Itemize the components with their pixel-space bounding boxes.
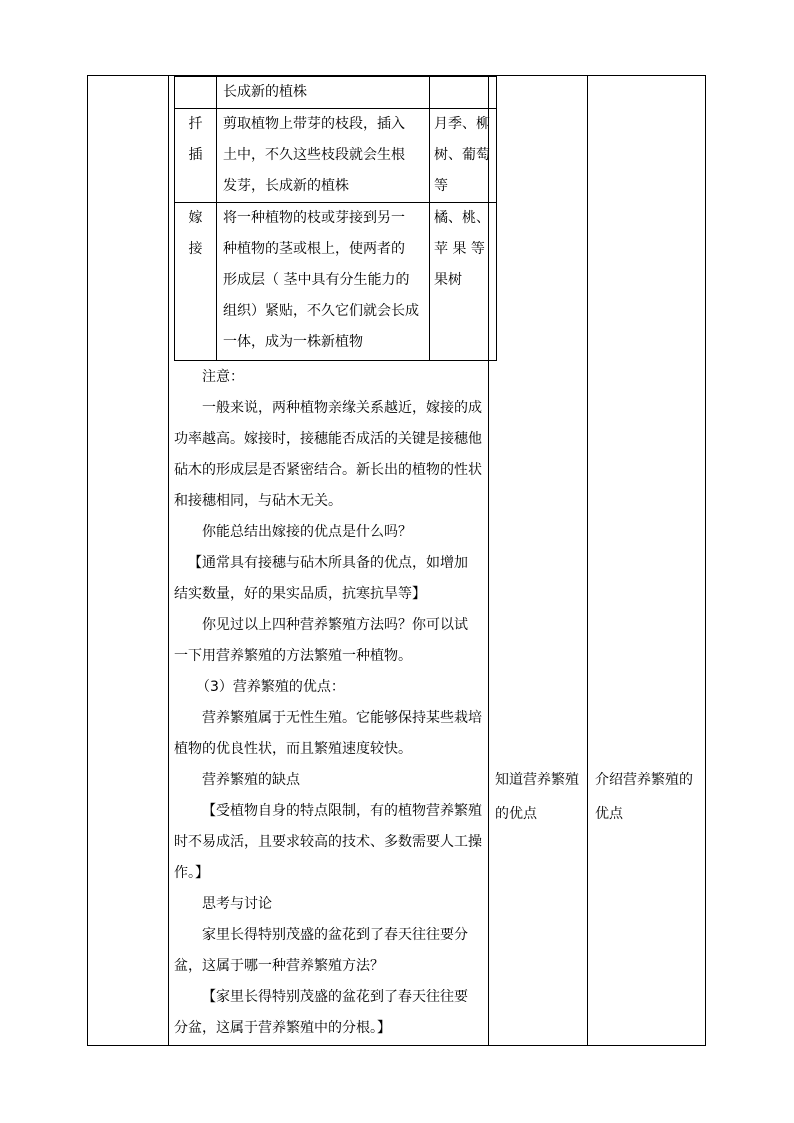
four-methods-line: 你见过以上四种营养繁殖方法吗？你可以试 bbox=[202, 617, 468, 633]
graft-note-line: 和接穗相同，与砧木无关。 bbox=[174, 493, 342, 509]
examples-line: 果树 bbox=[434, 272, 462, 288]
graft-answer-line: 结实数量，好的果实品质，抗寒抗旱等】 bbox=[174, 586, 426, 602]
description-cell bbox=[217, 109, 430, 203]
student-activity bbox=[495, 763, 583, 831]
discussion-question-line: 盆，这属于哪一种营养繁殖方法？ bbox=[174, 958, 384, 974]
description-line: 发芽，长成新的植株 bbox=[223, 178, 349, 194]
table-row bbox=[175, 203, 497, 361]
discussion-title: 思考与讨论 bbox=[202, 896, 272, 912]
examples-line: 苹 果 等 bbox=[434, 241, 485, 257]
disadvantages-line: 作。】 bbox=[174, 865, 209, 881]
examples-line: 等 bbox=[434, 178, 448, 194]
description-line: 形成层（ 茎中具有分生能力的 bbox=[223, 272, 410, 288]
four-methods-line: 一下用营养繁殖的方法繁殖一种植物。 bbox=[174, 648, 412, 664]
description-line: 土中，不久这些枝段就会生根 bbox=[223, 147, 405, 163]
examples-cell bbox=[430, 203, 497, 361]
advantages-heading: （3）营养繁殖的优点： bbox=[196, 679, 345, 695]
column-divider bbox=[587, 75, 588, 1046]
description-line: 组织）紧贴，不久它们就会长成 bbox=[223, 303, 419, 319]
graft-answer-line: 【通常具有接穗与砧木所具备的优点，如增加 bbox=[188, 555, 468, 571]
description-line: 剪取植物上带芽的枝段，插入 bbox=[223, 116, 405, 132]
disadvantages-line: 【受植物自身的特点限制，有的植物营养繁殖 bbox=[202, 803, 482, 819]
method-char: 接 bbox=[188, 241, 203, 257]
column-divider bbox=[168, 75, 169, 1046]
student-activity-line: 的优点 bbox=[495, 806, 537, 822]
discussion-answer-line: 分盆，这属于营养繁殖中的分根。】 bbox=[174, 1020, 391, 1036]
propagation-methods-table bbox=[174, 76, 497, 361]
description-line: 长成新的植株 bbox=[223, 84, 307, 100]
graft-note-line: 砧木的形成层是否紧密结合。新长出的植物的性状 bbox=[174, 462, 482, 478]
method-cell bbox=[175, 109, 217, 203]
description-line: 将一种植物的枝或芽接到另一 bbox=[223, 210, 405, 226]
advantages-line: 营养繁殖属于无性生殖。它能够保持某些栽培 bbox=[202, 710, 482, 726]
examples-cell bbox=[430, 109, 497, 203]
notice-title: 注意： bbox=[202, 369, 244, 385]
examples-cell bbox=[430, 77, 497, 109]
examples-line: 月季、柳 bbox=[434, 116, 490, 132]
method-cell bbox=[175, 203, 217, 361]
design-intent-line: 介绍营养繁殖的 bbox=[595, 772, 693, 788]
description-line: 一体，成为一株新植物 bbox=[223, 334, 363, 350]
design-intent bbox=[595, 763, 700, 831]
graft-note-line: 一般来说，两种植物亲缘关系越近，嫁接的成 bbox=[202, 400, 482, 416]
student-activity-line: 知道营养繁殖 bbox=[495, 772, 579, 788]
method-char: 嫁 bbox=[188, 210, 203, 226]
examples-line: 橘、桃、 bbox=[434, 210, 490, 226]
graft-note-line: 功率越高。嫁接时，接穗能否成活的关键是接穗他 bbox=[174, 431, 482, 447]
design-intent-line: 优点 bbox=[595, 806, 623, 822]
description-line: 种植物的茎或根上，使两者的 bbox=[223, 241, 405, 257]
disadvantages-line: 时不易成活，且要求较高的技术、多数需要人工操 bbox=[174, 834, 482, 850]
lesson-content bbox=[174, 362, 484, 1044]
advantages-line: 植物的优良性状，而且繁殖速度较快。 bbox=[174, 741, 412, 757]
disadvantages-heading: 营养繁殖的缺点 bbox=[202, 772, 300, 788]
method-cell bbox=[175, 77, 217, 109]
table-row bbox=[175, 109, 497, 203]
examples-line: 树、葡萄 bbox=[434, 147, 490, 163]
table-row bbox=[175, 77, 497, 109]
method-char: 插 bbox=[188, 147, 203, 163]
discussion-answer-line: 【家里长得特别茂盛的盆花到了春天往往要 bbox=[202, 989, 468, 1005]
discussion-question-line: 家里长得特别茂盛的盆花到了春天往往要分 bbox=[202, 927, 468, 943]
description-cell bbox=[217, 77, 430, 109]
method-char: 扦 bbox=[188, 116, 203, 132]
graft-question: 你能总结出嫁接的优点是什么吗？ bbox=[202, 524, 412, 540]
description-cell bbox=[217, 203, 430, 361]
